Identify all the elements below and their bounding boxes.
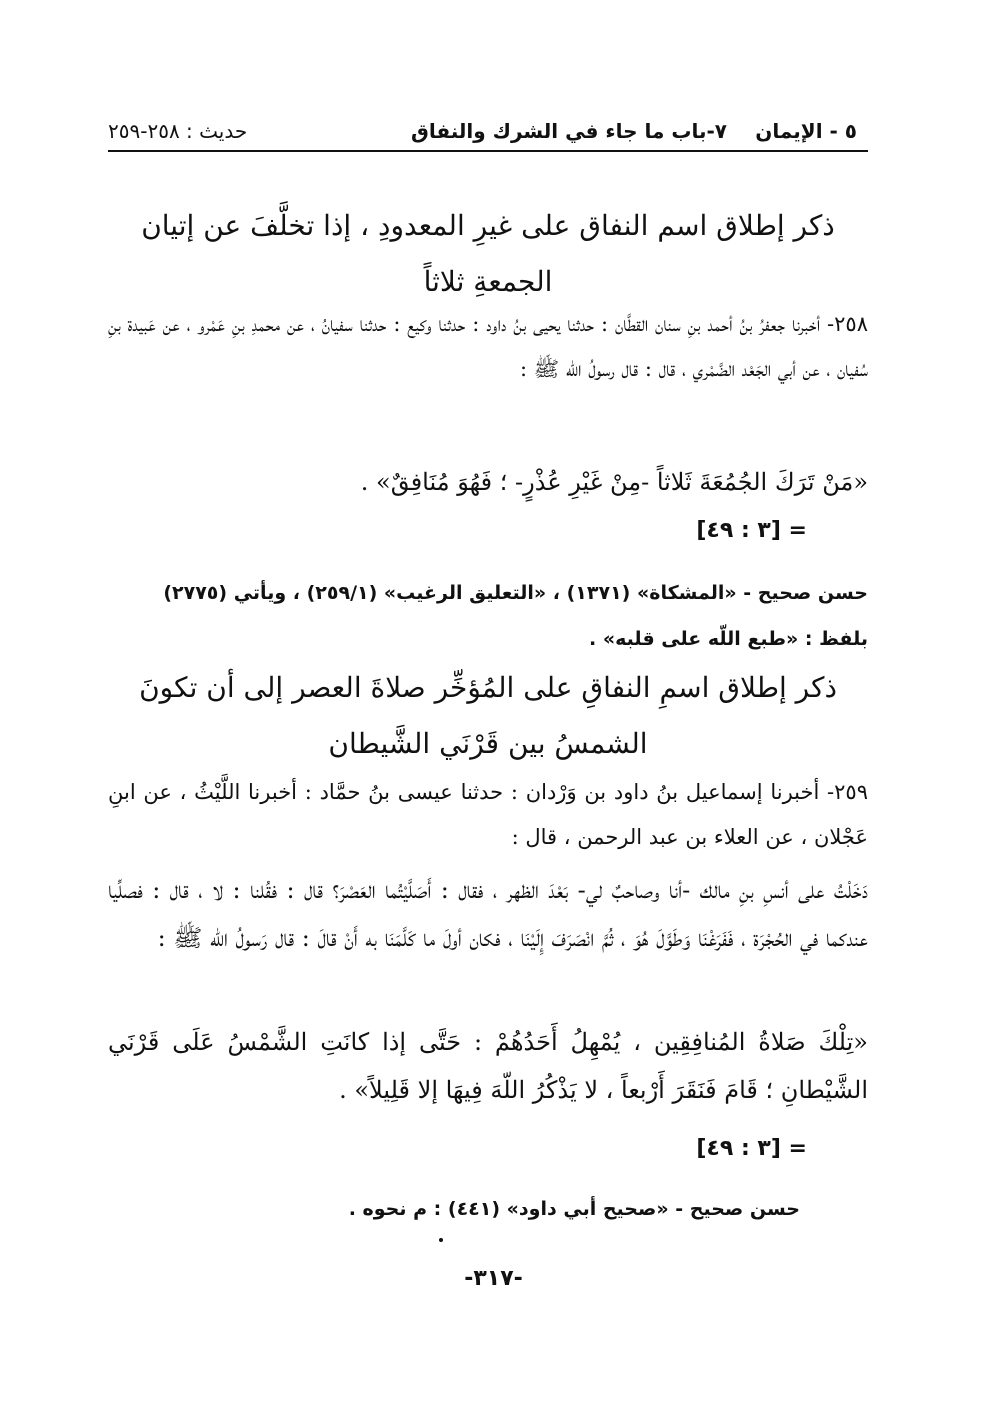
grading-note-258: حسن صحيح - «المشكاة» (١٣٧١) ، «التعليق الرغيب» (٢٥٩/١) ، ويأتي (٢٧٧٥) بلفظ : «طبع اللّه على قلبه» . xyxy=(163,582,868,650)
header-rule xyxy=(108,150,868,152)
grading-note-259: حسن صحيح - «صحيح أبي داود» (٤٤١) : م نحوه . xyxy=(348,1198,800,1220)
matn-258: «مَنْ تَرَكَ الجُمُعَةَ ثَلاثاً -مِنْ غَيْرِ عُذْرٍ- ؛ فَهُوَ مُنَافِقٌ» . xyxy=(360,468,868,496)
running-header-chapter: ٧-باب ما جاء في الشرك والنفاق xyxy=(410,119,727,143)
section-heading-258: ذكر إطلاق اسم النفاق على غيرِ المعدودِ ، إذا تخلَّفَ عن إتيان الجمعةِ ثلاثاً xyxy=(141,209,835,298)
matn-259: «تِلْكَ صَلاةُ المُنافِقِين ، يُمْهِلُ أَحَدُهُمْ : حَتَّى إذا كانَتِ الشَّمْسُ عَلَى قَرْنَي الشَّيْطانِ ؛ قَامَ فَنَقَرَ أَرْبعاً ، لا يَذْكُرُ اللّهَ فِيهَا إلا قَلِيلاً» . xyxy=(108,1028,868,1104)
cross-reference-258: = [٣ : ٤٩] xyxy=(696,518,807,543)
page-number: -٣١٧- xyxy=(464,1266,523,1291)
running-header-book: ٥ - الإيمان xyxy=(755,119,857,143)
story-259: دَخَلْتُ على أنسِ بنِ مالك -أنا وصاحبٌ لي- بَعْدَ الظهر ، فقال : أَصَلَّيْتُما العَصْرَ؟ قال : فقُلنا : لا ، قال : فصلِّيا عندكما في الحُجْرَة ، فَفَرَغْنَا وَطَوَّلَ هُوَ ، ثُمَّ انْصَرَفَ إِلَيْنَا ، فكان أولَ ما كَلَّمَنَا به أَنْ قالَ : قال رَسولُ اللّه ﷺ : xyxy=(108,876,868,952)
isnad-258: ٢٥٨- أخبرنا جعفرُ بنُ أحمد بنِ سنان القطَّان : حدثنا يحيى بنُ داود : حدثنا وكيع : حدثنا سفيانُ ، عن محمدِ بنِ عَمْرو ، عن عَبيدة بنِ سُفيان ، عن أبي الجَعْد الضَّمْري ، قال : قال رسولُ اللّه ﷺ : xyxy=(108,312,868,381)
section-heading-259: ذكر إطلاق اسمِ النفاقِ على المُؤخِّر صلاةَ العصر إلى أن تكونَ الشمسُ بين قَرْنَي الشَّيطان xyxy=(139,671,837,760)
isnad-259: ٢٥٩- أخبرنا إسماعيل بنُ داود بن وَرْدان : حدثنا عيسى بنُ حمَّاد : أخبرنا اللَّيْثُ ، عن ابنِ عَجْلان ، عن العلاء بن عبد الرحمن ، قال : xyxy=(108,780,868,849)
cross-reference-259: = [٣ : ٤٩] xyxy=(696,1136,807,1161)
ornament-dot xyxy=(439,1238,443,1242)
running-header-hadith-range: حديث : ٢٥٨-٢٥٩ xyxy=(108,119,248,143)
